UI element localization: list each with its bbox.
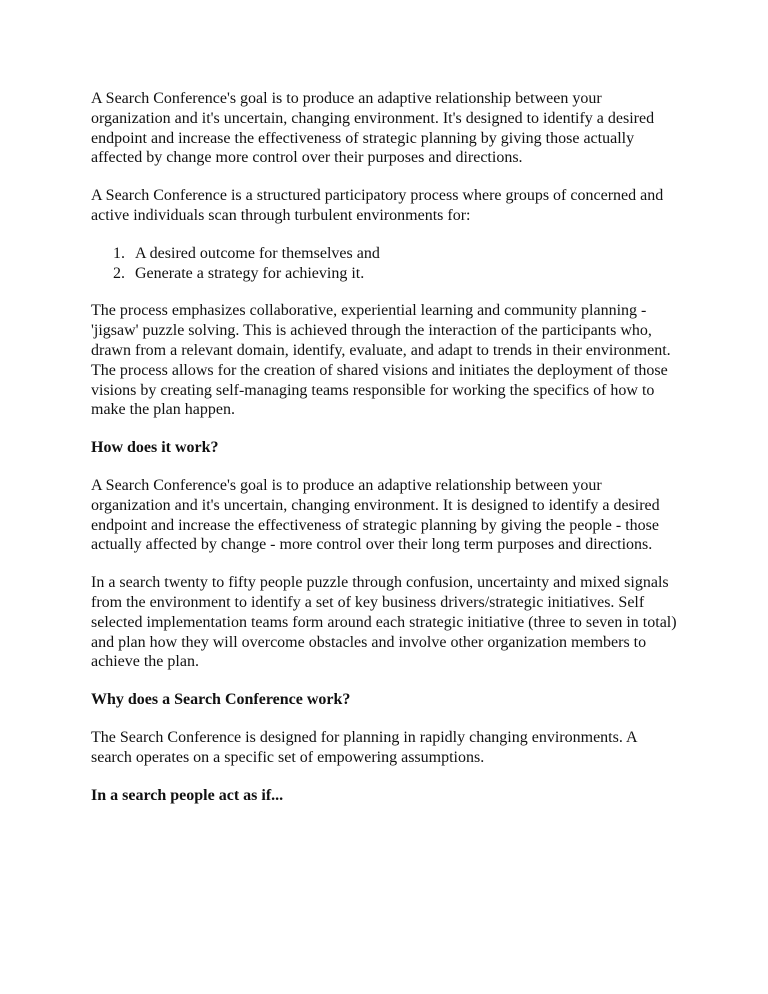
list-item [91, 244, 681, 264]
list-item-text: Generate a strategy for achieving it. [135, 264, 365, 282]
search-paragraph: In a search twenty to fifty people puzzle through confusion, uncertainty and mixed signals from the environment to identify a set of key business drivers/strategic initiatives. Self selected implementation teams form around each strategic initiative (three to seven in total) and plan how they will overcome obstacles and involve other organization members to achieve the plan. [91, 574, 677, 671]
list-item-number: 2. [113, 264, 125, 282]
definition-paragraph: A Search Conference is a structured participatory process where groups of concerned and active individuals scan through turbulent environments for: [91, 187, 664, 224]
how-it-works-heading: How does it work? [91, 439, 219, 457]
document-body [91, 89, 681, 823]
act-as-if-heading: In a search people act as if... [91, 786, 284, 804]
intro-paragraph: A Search Conference's goal is to produce an adaptive relationship between your organization and it's uncertain, changing environment. It's designed to identify a desired endpoint and increase the effectiveness of strategic planning by giving those actually affected by change more control over their purposes and directions. [91, 90, 655, 167]
list-item [91, 264, 681, 284]
list-item-text: A desired outcome for themselves and [135, 244, 380, 262]
goal-paragraph: A Search Conference's goal is to produce an adaptive relationship between your organization and it's uncertain, changing environment. It is designed to identify a desired endpoint and increase the effectiveness of strategic planning by giving the people - those actually affected by change - more control over their long term purposes and directions. [91, 476, 660, 554]
process-paragraph: The process emphasizes collaborative, experiential learning and community planning - 'jigsaw' puzzle solving. This is achieved through the interaction of the participants who, drawn from a relevant domain, identify, evaluate, and adapt to trends in their environment. The process allows for the creation of shared visions and initiates the deployment of those visions by creating self-managing teams responsible for working the specifics of how to make the plan happen. [91, 302, 671, 419]
design-paragraph: The Search Conference is designed for planning in rapidly changing environments. A search operates on a specific set of empowering assumptions. [91, 728, 637, 766]
list-item-number: 1. [113, 244, 125, 262]
outcome-list [91, 244, 681, 284]
why-it-works-heading: Why does a Search Conference work? [91, 691, 351, 709]
